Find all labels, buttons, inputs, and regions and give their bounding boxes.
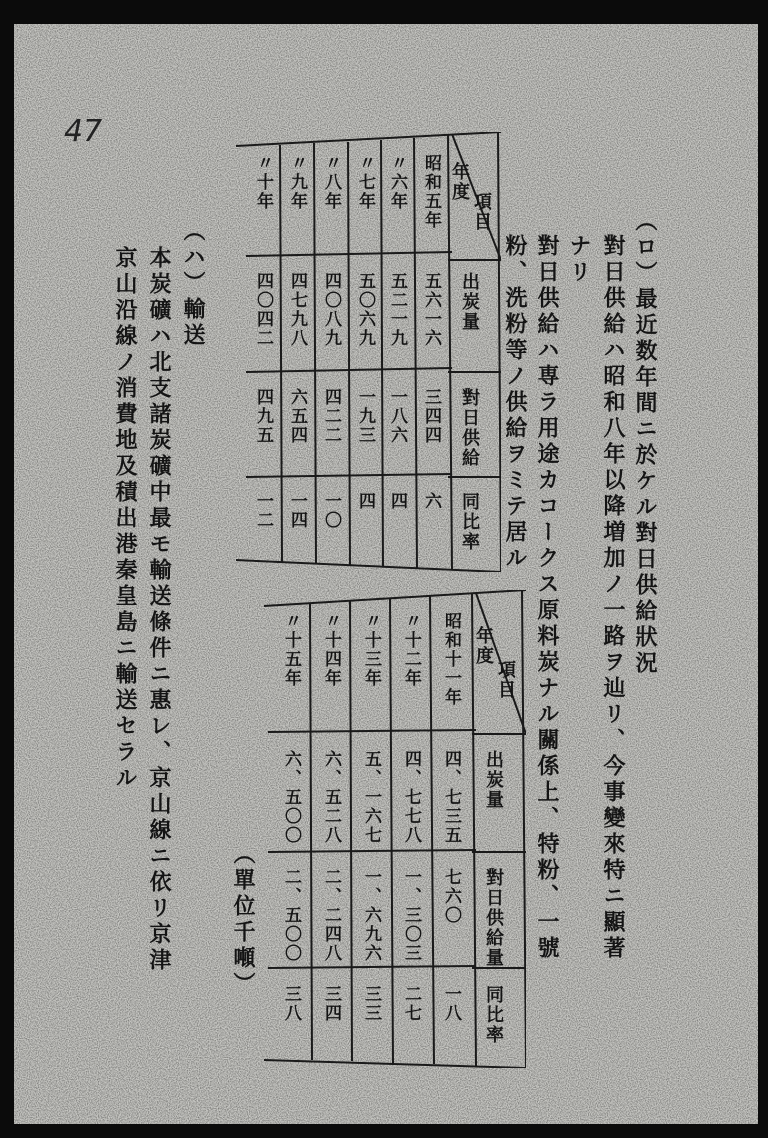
table1-row-2-col2: 一八六 — [387, 388, 407, 445]
table2-row-4-col2: 二、二四八 — [321, 868, 341, 963]
table1-row-4-year: 〃八年 — [321, 154, 341, 211]
table1-row-5-year: 〃九年 — [287, 154, 307, 211]
table1-header-col1: 出炭量 — [459, 272, 480, 332]
table1-header-year: 年度 — [449, 162, 470, 202]
table1-row-1-col2: 三四四 — [421, 388, 441, 445]
table1-row-3-col3: 四 — [355, 492, 375, 511]
table1-row-1-year: 昭和五年 — [421, 154, 441, 230]
table2-row-1-year: 昭和十一年 — [441, 612, 461, 707]
table1-row-6-year: 〃十年 — [253, 154, 273, 211]
table1-row-5-col2: 六五四 — [287, 388, 307, 445]
table1-row-2-col1: 五二一九 — [387, 272, 407, 348]
transport-header: （ハ）輸送 — [180, 219, 206, 349]
table-2 — [264, 590, 526, 1068]
table1-row-3-year: 〃七年 — [355, 154, 375, 211]
transport-line-2: 京山沿線ノ消費地及積出港秦皇島ニ輸送セラル — [112, 246, 138, 792]
table1-row-6-col1: 四〇四二 — [253, 272, 273, 348]
table2-row-3-col3: 三三 — [361, 985, 381, 1023]
table1-header-item: 項目 — [471, 192, 492, 232]
table2-row-1-col3: 一八 — [441, 985, 461, 1023]
table2-header-year: 年度 — [473, 626, 494, 666]
section-header: （ロ）最近数年間ニ於ケル對日供給狀況 — [632, 209, 658, 677]
table2-row-3-col2: 一、六九六 — [361, 868, 381, 963]
table1-row-2-col3: 四 — [387, 492, 407, 511]
table1-header-col3: 同比率 — [459, 492, 480, 552]
page-number: 47 — [64, 114, 103, 149]
table2-row-5-year: 〃十五年 — [281, 612, 301, 688]
table1-row-2-year: 〃六年 — [387, 154, 407, 211]
table1-row-6-col3: 一二 — [253, 492, 273, 530]
unit-note: （單位千噸） — [230, 842, 256, 998]
table1-row-4-col3: 一〇 — [321, 492, 341, 530]
table-1 — [236, 132, 501, 572]
paragraph-line-4: 粉、洗粉等ノ供給ヲミテ居ル — [502, 234, 528, 572]
table2-row-2-col2: 一、三〇三 — [401, 868, 421, 963]
table2-row-5-col2: 二、五〇〇 — [281, 868, 301, 963]
table2-header-col2: 對日供給量 — [483, 868, 504, 968]
transport-line-1: 本炭礦ハ北支諸炭礦中最モ輸送條件ニ惠レ、京山線ニ依リ京津 — [146, 246, 172, 974]
paragraph-line-2: ナリ — [566, 234, 592, 286]
table2-row-3-year: 〃十三年 — [361, 612, 381, 688]
table1-row-1-col3: 六 — [421, 492, 441, 511]
table2-row-1-col2: 七六〇 — [441, 868, 461, 925]
table2-row-2-year: 〃十二年 — [401, 612, 421, 688]
table1-header-col2: 對日供給 — [459, 388, 480, 468]
table1-row-5-col1: 四七九八 — [287, 272, 307, 348]
table2-row-4-year: 〃十四年 — [321, 612, 341, 688]
table2-row-5-col1: 六、五〇〇 — [281, 750, 301, 845]
table1-row-4-col2: 四二二 — [321, 388, 341, 445]
table2-row-1-col1: 四、七三五 — [441, 750, 461, 845]
table2-row-4-col3: 三四 — [321, 985, 341, 1023]
table2-row-3-col1: 五、一六七 — [361, 750, 381, 845]
table2-header-item: 項目 — [495, 660, 516, 700]
table2-header-col1: 出炭量 — [483, 750, 504, 810]
table1-row-4-col1: 四〇八九 — [321, 272, 341, 348]
table1-row-3-col1: 五〇六九 — [355, 272, 375, 348]
paragraph-line-3: 對日供給ハ専ラ用途カコークス原料炭ナル關係上、特粉、一號 — [534, 234, 560, 962]
table2-row-4-col1: 六、五二八 — [321, 750, 341, 845]
table1-row-3-col2: 一九三 — [355, 388, 375, 445]
table1-row-5-col3: 一四 — [287, 492, 307, 530]
table2-row-2-col3: 二七 — [401, 985, 421, 1023]
table1-row-1-col1: 五六一六 — [421, 272, 441, 348]
table1-row-6-col2: 四九五 — [253, 388, 273, 445]
table2-row-2-col1: 四、七七八 — [401, 750, 421, 845]
table2-row-5-col3: 三八 — [281, 985, 301, 1023]
table2-header-col3: 同比率 — [483, 985, 504, 1045]
document-page — [14, 24, 758, 1124]
paragraph-line-1: 對日供給ハ昭和八年以降増加ノ一路ヲ辿リ、今事變來特ニ顯著 — [600, 234, 626, 962]
